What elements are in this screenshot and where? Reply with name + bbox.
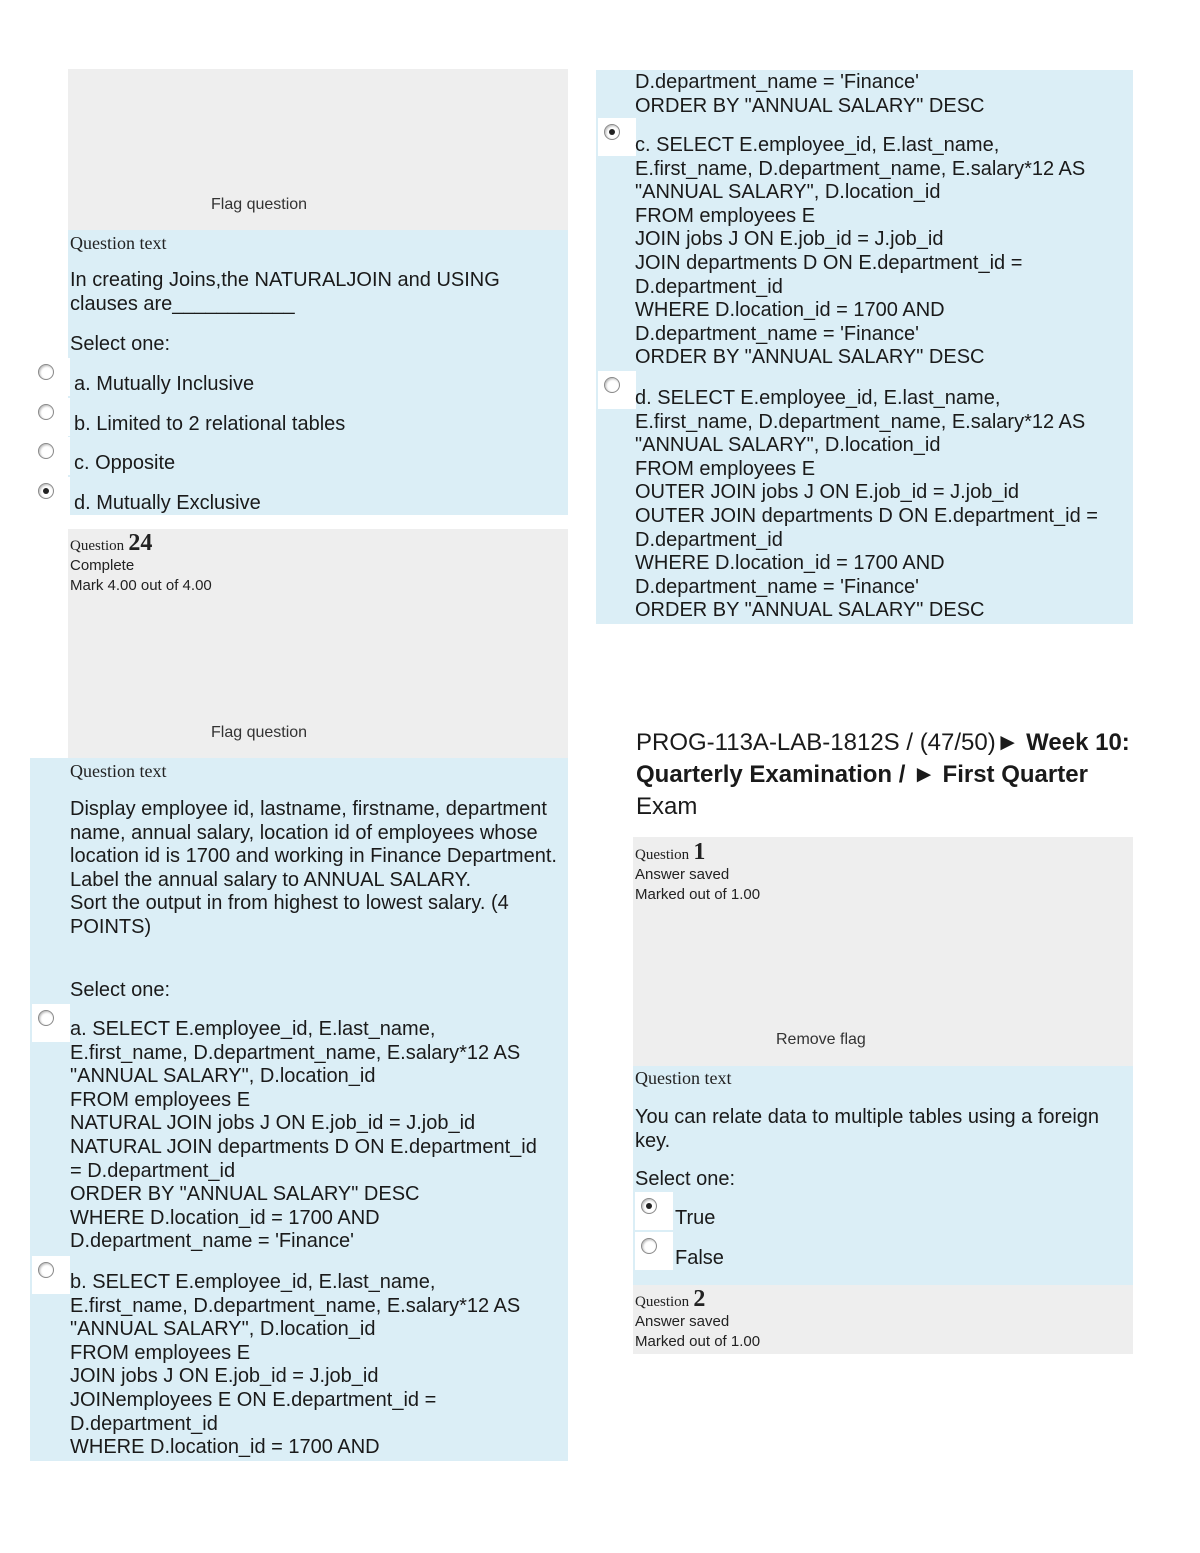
radio-checked-icon[interactable] xyxy=(38,483,54,499)
option-c-label[interactable]: c. SELECT E.employee_id, E.last_name, E.first_name, D.department_name, E.salary*12 AS "ANNUAL SALARY", D.location_id FROM employees E JOIN jobs J ON E.job_id = J.job_id JOIN departments D ON E.department_id = D.department_id WHERE D.location_id = 1700 AND D.department_name = 'Finance' ORDER BY "ANNUAL SALARY" DESC xyxy=(635,134,1086,369)
option-b-label[interactable]: b. SELECT E.employee_id, E.last_name, E.first_name, D.department_name, E.salary*12 AS "ANNUAL SALARY", D.location_id FROM employees E JOIN jobs J ON E.job_id = J.job_id JOINemployees E ON E.department_id = D.department_id WHERE D.location_id = 1700 AND xyxy=(70,1271,521,1459)
option-false-radio[interactable] xyxy=(635,1232,673,1270)
flag-question-link[interactable]: Flag question xyxy=(211,196,308,213)
question-info xyxy=(635,839,761,905)
question-text: You can relate data to multiple tables using a foreign key. xyxy=(635,1106,1100,1152)
breadcrumb-exam-bold[interactable]: First Quarter xyxy=(942,761,1088,788)
select-one-label: Select one: xyxy=(70,979,171,1001)
option-b-radio[interactable] xyxy=(32,1256,70,1294)
option-d-label[interactable]: d. SELECT E.employee_id, E.last_name, E.first_name, D.department_name, E.salary*12 AS "ANNUAL SALARY", D.location_id FROM employees E OUTER JOIN jobs J ON E.job_id = J.job_id OUTER JOIN departments D ON E.department_id = D.department_id WHERE D.location_id = 1700 AND D.department_name = 'Finance' ORDER BY "ANNUAL SALARY" DESC xyxy=(635,387,1098,622)
question-word: Question xyxy=(70,538,125,554)
breadcrumb-arrow-icon: ► xyxy=(995,729,1020,756)
radio-icon[interactable] xyxy=(604,377,620,393)
option-d-label[interactable]: d. Mutually Exclusive xyxy=(74,492,261,514)
question-word: Question xyxy=(635,1294,690,1310)
question-number: 2 xyxy=(693,1286,706,1312)
radio-checked-icon[interactable] xyxy=(604,124,620,140)
question-text-label: Question text xyxy=(70,233,167,253)
question-mark: Marked out of 1.00 xyxy=(635,1333,761,1350)
option-b-radio[interactable] xyxy=(32,398,70,436)
option-d-radio[interactable] xyxy=(32,477,70,515)
option-a-radio[interactable] xyxy=(32,1004,70,1042)
radio-icon[interactable] xyxy=(38,1262,54,1278)
breadcrumb-week-link[interactable]: Week 10: Quarterly Examination / xyxy=(636,729,1130,788)
q23-flag-area xyxy=(68,69,568,230)
question-text: In creating Joins,the NATURALJOIN and USING clauses are___________ xyxy=(70,269,500,315)
question-mark: Mark 4.00 out of 4.00 xyxy=(70,577,212,594)
option-d-radio[interactable] xyxy=(598,371,636,409)
question-mark: Marked out of 1.00 xyxy=(635,886,761,903)
q24-info-area xyxy=(68,529,568,758)
option-a-label[interactable]: a. SELECT E.employee_id, E.last_name, E.first_name, D.department_name, E.salary*12 AS "ANNUAL SALARY", D.location_id FROM employees E NATURAL JOIN jobs J ON E.job_id = J.job_id NATURAL JOIN departments D ON E.department_id = D.department_id ORDER BY "ANNUAL SALARY" DESC WHERE D.location_id = 1700 AND D.department_name = 'Finance' xyxy=(70,1018,537,1253)
option-true-label[interactable]: True xyxy=(675,1207,716,1229)
option-c-label[interactable]: c. Opposite xyxy=(74,452,176,474)
question-state: Answer saved xyxy=(635,866,730,883)
question-info xyxy=(70,530,212,596)
question-number: 24 xyxy=(128,530,153,556)
question-word: Question xyxy=(635,847,690,863)
question-text-label: Question text xyxy=(635,1068,732,1088)
radio-icon[interactable] xyxy=(38,404,54,420)
breadcrumb-arrow-icon: ► xyxy=(912,761,936,788)
breadcrumb xyxy=(636,727,1136,823)
question-text-label: Question text xyxy=(70,761,167,781)
question-state: Answer saved xyxy=(635,1313,730,1330)
question-number: 1 xyxy=(693,839,706,865)
option-a-radio[interactable] xyxy=(32,358,70,396)
radio-icon[interactable] xyxy=(641,1238,657,1254)
option-a-label[interactable]: a. Mutually Inclusive xyxy=(74,373,255,395)
radio-icon[interactable] xyxy=(38,364,54,380)
option-false-label[interactable]: False xyxy=(675,1247,724,1269)
option-b-label-continued[interactable]: D.department_name = 'Finance' ORDER BY "ANNUAL SALARY" DESC xyxy=(635,71,985,117)
question-state: Complete xyxy=(70,557,135,574)
breadcrumb-course-link[interactable]: PROG-113A-LAB-1812S / (47/50) xyxy=(636,729,996,756)
option-c-radio[interactable] xyxy=(598,118,636,156)
select-one-label: Select one: xyxy=(70,333,171,355)
radio-icon[interactable] xyxy=(38,1010,54,1026)
q2-info-area xyxy=(633,1285,1133,1354)
question-info xyxy=(635,1286,761,1352)
q1-info-area xyxy=(633,837,1133,1066)
radio-icon[interactable] xyxy=(38,443,54,459)
breadcrumb-exam-rest[interactable]: Exam xyxy=(636,793,698,820)
question-text: Display employee id, lastname, firstname, department name, annual salary, location id of employees whose location id is 1700 and working in Finance Department. Label the annual salary to ANNUAL SALARY. Sort the output in from highest to lowest salary. (4 POINTS) xyxy=(70,798,557,938)
option-c-radio[interactable] xyxy=(32,437,70,475)
option-true-radio[interactable] xyxy=(635,1192,673,1230)
flag-question-link[interactable]: Flag question xyxy=(211,724,308,741)
remove-flag-link[interactable]: Remove flag xyxy=(776,1031,866,1048)
select-one-label: Select one: xyxy=(635,1168,736,1190)
radio-checked-icon[interactable] xyxy=(641,1198,657,1214)
option-b-label[interactable]: b. Limited to 2 relational tables xyxy=(74,413,346,435)
